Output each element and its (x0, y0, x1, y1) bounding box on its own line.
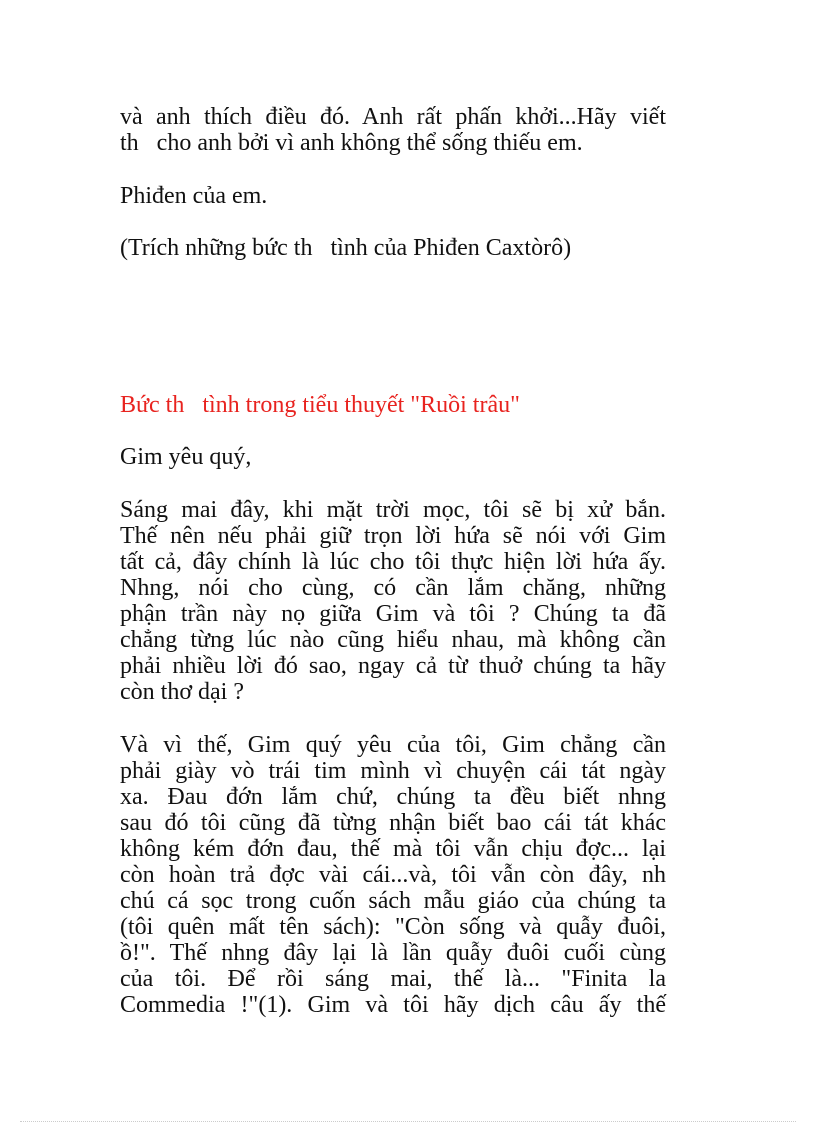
paragraph-line: Nhng, nói cho cùng, có cần lắm chăng, những (120, 575, 666, 601)
paragraph-line: ồ!". Thế nhng đây lại là lần quẫy đuôi cuối cùng (120, 940, 666, 966)
paragraph-1 (120, 497, 666, 705)
paragraph-line: Và vì thế, Gim quý yêu của tôi, Gim chẳng cần (120, 732, 666, 758)
paragraph-line: của tôi. Để rồi sáng mai, thế là... "Finita la (120, 966, 666, 992)
paragraph-line: không kém đớn đau, thế mà tôi vẫn chịu đợc... lại (120, 836, 666, 862)
intro-line-1: và anh thích điều đó. Anh rất phấn khởi...Hãy viết (120, 104, 666, 130)
paragraph-2 (120, 732, 666, 1018)
document-page (120, 104, 666, 1018)
source-citation: (Trích những bức th tình của Phiđen Caxtòrô) (120, 235, 572, 261)
page-bottom-divider (20, 1121, 796, 1122)
letter-heading: Bức th tình trong tiểu thuyết "Ruồi trâu" (120, 392, 520, 418)
paragraph-line: phải nhiều lời đó sao, ngay cả từ thuở chúng ta hãy (120, 653, 666, 679)
paragraph-line: Sáng mai đây, khi mặt trời mọc, tôi sẽ bị xử bắn. (120, 497, 666, 523)
paragraph-line: còn hoàn trả đợc vài cái...và, tôi vẫn còn đây, nh (120, 862, 666, 888)
paragraph-line: Commedia !"(1). Gim và tôi hãy dịch câu ấy thế (120, 992, 666, 1018)
salutation: Gim yêu quý, (120, 444, 252, 470)
paragraph-line: còn thơ dại ? (120, 679, 244, 705)
paragraph-line: chú cá sọc trong cuốn sách mẫu giáo của chúng ta (120, 888, 666, 914)
intro-line-2: th cho anh bởi vì anh không thể sống thiếu em. (120, 130, 583, 156)
paragraph-line: phận trần này nọ giữa Gim và tôi ? Chúng ta đã (120, 601, 666, 627)
paragraph-line: xa. Đau đớn lắm chứ, chúng ta đều biết nhng (120, 784, 666, 810)
paragraph-line: Thế nên nếu phải giữ trọn lời hứa sẽ nói với Gim (120, 523, 666, 549)
signature: Phiđen của em. (120, 183, 268, 209)
paragraph-line: tất cả, đây chính là lúc cho tôi thực hiện lời hứa ấy. (120, 549, 666, 575)
paragraph-line: sau đó tôi cũng đã từng nhận biết bao cái tát khác (120, 810, 666, 836)
paragraph-line: phải giày vò trái tim mình vì chuyện cái tát ngày (120, 758, 666, 784)
paragraph-line: chẳng từng lúc nào cũng hiểu nhau, mà không cần (120, 627, 666, 653)
paragraph-line: (tôi quên mất tên sách): "Còn sống và quẫy đuôi, (120, 914, 666, 940)
